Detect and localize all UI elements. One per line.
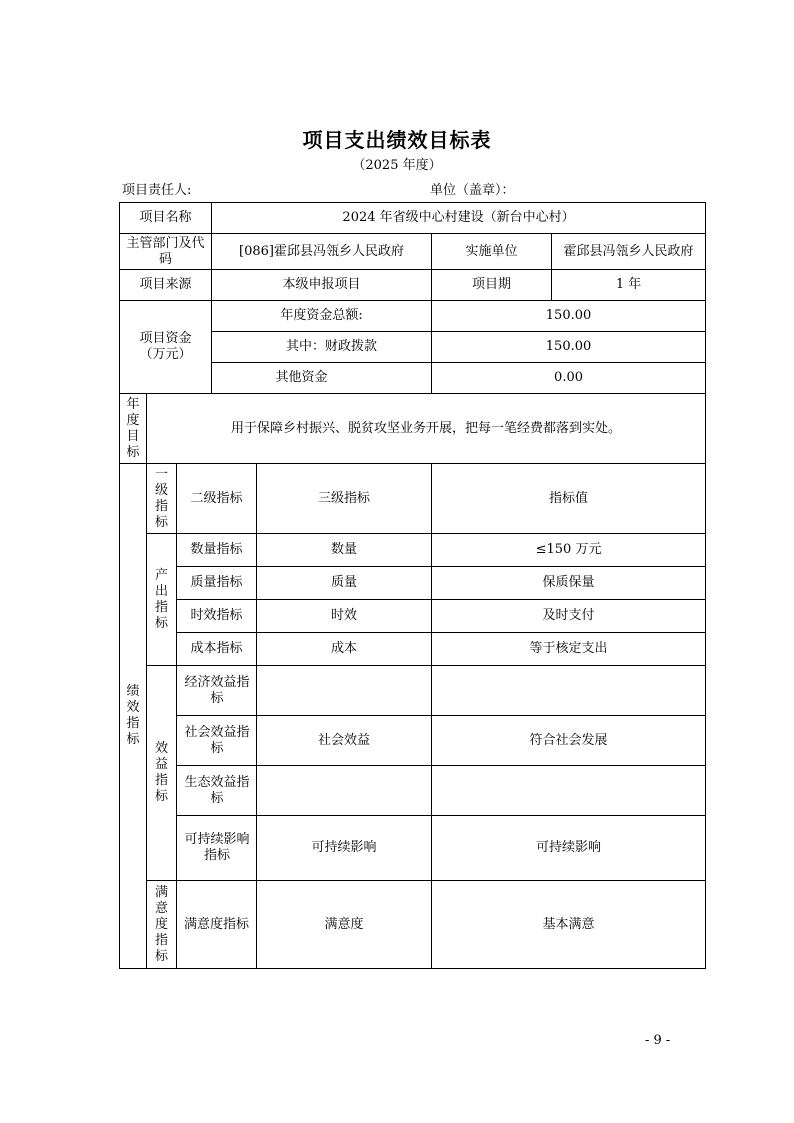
project-name-value: 2024 年省级中心村建设（新台中心村） [212, 203, 706, 234]
indicator-l3 [257, 766, 432, 816]
indicator-value: 可持续影响 [432, 816, 706, 881]
period-label: 项目期 [432, 270, 552, 301]
impl-label: 实施单位 [432, 234, 552, 270]
indicator-value: 基本满意 [432, 881, 706, 969]
indicator-value [432, 666, 706, 716]
indicator-l2: 数量指标 [177, 534, 257, 567]
indicator-l2-text: 经济效益指标 [184, 674, 250, 706]
project-name-label: 项目名称 [120, 203, 212, 234]
indicator-l2: 质量指标 [177, 567, 257, 600]
fund-label [120, 301, 212, 394]
indicator-l2 [177, 816, 257, 881]
responsible-label: 项目责任人: [122, 183, 192, 198]
indicator-value: 保质保量 [432, 567, 706, 600]
indicator-l2 [177, 666, 257, 716]
fund-total-label: 年度资金总额: [212, 301, 432, 332]
indicator-value: 符合社会发展 [432, 716, 706, 766]
annual-value: 用于保障乡村振兴、脱贫攻坚业务开展，把每一笔经费都落到实处。 [147, 394, 706, 464]
level3-header: 三级指标 [257, 464, 432, 534]
benefit-group-text: 效益指标 [154, 741, 168, 804]
indicator-l2: 满意度指标 [177, 881, 257, 969]
impl-value: 霍邱县冯瓴乡人民政府 [552, 234, 706, 270]
benefit-group [147, 666, 177, 881]
output-group [147, 534, 177, 666]
dept-value: [086]霍邱县冯瓴乡人民政府 [212, 234, 432, 270]
indicator-value [432, 766, 706, 816]
annual-label-text: 年度目标 [126, 396, 140, 460]
unit-label: 单位（盖章）： [430, 183, 515, 198]
source-value: 本级申报项目 [212, 270, 432, 301]
performance-table [119, 202, 706, 969]
indicator-l2-text: 社会效益指标 [184, 724, 250, 756]
satisfaction-group [147, 881, 177, 969]
level1-label-text: 一级指标 [154, 466, 168, 530]
indicator-l3: 可持续影响 [257, 816, 432, 881]
indicator-value: ≤150 万元 [432, 534, 706, 567]
indicator-l3: 成本 [257, 633, 432, 666]
indicator-value: 等于核定支出 [432, 633, 706, 666]
annual-label [120, 394, 147, 464]
indicator-l3: 满意度 [257, 881, 432, 969]
fund-other-label [212, 363, 432, 394]
indicator-l3: 数量 [257, 534, 432, 567]
period-value: 1 年 [552, 270, 706, 301]
fund-other-text: 其他资金 [275, 370, 328, 385]
perf-label [120, 464, 147, 969]
indicator-l2 [177, 766, 257, 816]
page-number: - 9 - [645, 1033, 671, 1048]
indicator-l3: 质量 [257, 567, 432, 600]
indicator-l2 [177, 716, 257, 766]
indicator-l3: 时效 [257, 600, 432, 633]
indicator-l3 [257, 666, 432, 716]
indicator-value: 及时支付 [432, 600, 706, 633]
indicator-l2: 成本指标 [177, 633, 257, 666]
perf-label-text: 绩效指标 [126, 684, 140, 747]
indicator-l2-text: 可持续影响指标 [184, 832, 250, 863]
fund-fiscal-text: 其中：财政拨款 [286, 339, 378, 354]
indicator-l2-text: 生态效益指标 [184, 774, 250, 806]
satisfaction-group-text: 满意度指标 [154, 884, 168, 964]
level2-header: 二级指标 [177, 464, 257, 534]
indicator-l2: 时效指标 [177, 600, 257, 633]
fund-other-value: 0.00 [432, 363, 706, 394]
output-group-text: 产出指标 [154, 567, 168, 631]
year-subtitle: （2025 年度） [352, 158, 442, 173]
fund-fiscal-label [212, 332, 432, 363]
page-title: 项目支出绩效目标表 [302, 128, 492, 152]
dept-label: 主管部门及代码 [120, 234, 212, 270]
fund-label-text: 项目资金（万元） [139, 331, 192, 362]
value-header: 指标值 [432, 464, 706, 534]
level1-label [147, 464, 177, 534]
fund-total-value: 150.00 [432, 301, 706, 332]
indicator-l3: 社会效益 [257, 716, 432, 766]
source-label: 项目来源 [120, 270, 212, 301]
fund-fiscal-value: 150.00 [432, 332, 706, 363]
